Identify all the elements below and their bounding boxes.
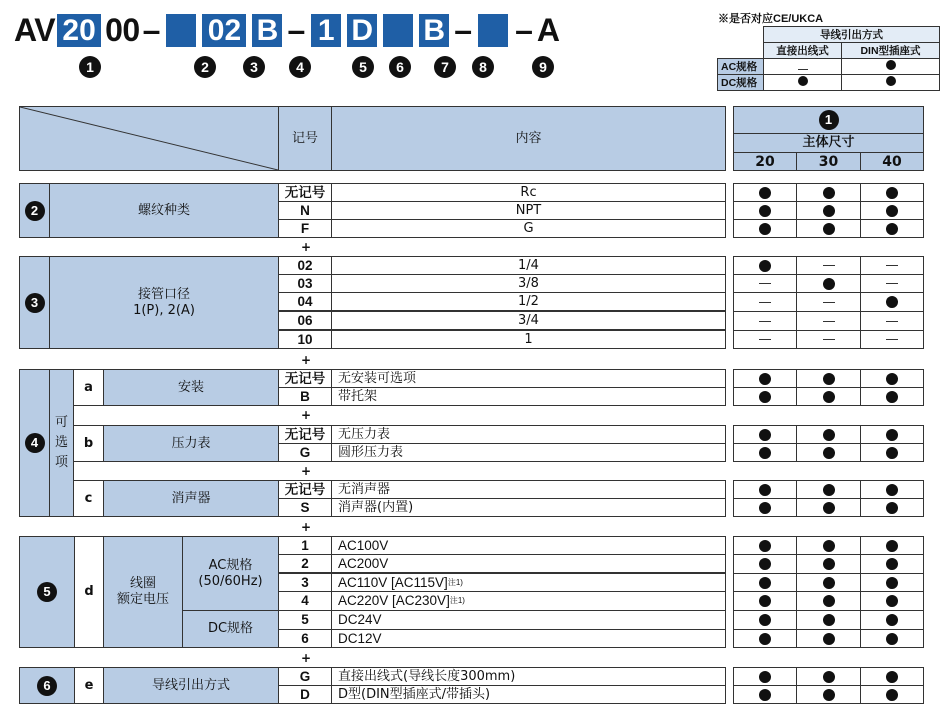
- sec6-num-cell: [19, 667, 75, 704]
- available-dot-icon: [886, 614, 898, 626]
- available-dot-icon: [759, 540, 771, 552]
- available-dot-icon: [823, 671, 835, 683]
- marker-5: 5: [352, 56, 374, 78]
- sec5-mark-cell: [860, 573, 924, 592]
- sec4c-content-0: 无消声器: [331, 480, 726, 499]
- marker-6: 6: [389, 56, 411, 78]
- plus-sign: +: [300, 520, 312, 534]
- sec4a-mark-cell: [733, 369, 797, 388]
- available-dot-icon: [823, 391, 835, 403]
- sec5-content-5: DC12V: [331, 629, 726, 648]
- code-size-box: 20: [57, 14, 101, 47]
- sec3-mark-cell: [796, 292, 861, 312]
- sec4b-title: 压力表: [103, 425, 279, 462]
- sec4b-mark-cell: [796, 425, 861, 444]
- sec4a-code-1: B: [278, 387, 332, 406]
- header-size-num-cell: [733, 106, 924, 134]
- sec4c-content-1: 消声器(内置): [331, 498, 726, 517]
- sec2-mark-cell: [860, 183, 924, 202]
- sec5-dc-cell: DC规格: [182, 610, 279, 648]
- sec3-mark-cell: [733, 256, 797, 275]
- code-dash: –: [287, 12, 306, 48]
- sec5-mark-cell: [733, 554, 797, 574]
- sec3-title-1: 接管口径: [137, 286, 190, 302]
- sec5-ac-label: AC规格: [208, 557, 253, 573]
- available-dot-icon: [886, 429, 898, 441]
- sec3-mark-cell: [796, 311, 861, 331]
- available-dot-icon: [823, 447, 835, 459]
- available-dot-icon: [886, 373, 898, 385]
- model-code: [14, 12, 559, 48]
- ce-row-dc: DC规格: [718, 75, 764, 91]
- sec3-num-cell: [19, 256, 50, 349]
- unavailable-dash-icon: [823, 339, 835, 340]
- available-dot-icon: [759, 671, 771, 683]
- sec5-content-3-cell: AC220V [AC230V] 注1): [331, 591, 726, 611]
- available-dot-icon: [759, 484, 771, 496]
- sec4c-code-0: 无记号: [278, 480, 332, 499]
- available-dot-icon: [886, 671, 898, 683]
- sec4b-mark-cell: [733, 425, 797, 444]
- sec3-code-1: 03: [278, 274, 332, 293]
- sec6-letter: e: [74, 667, 104, 704]
- sec4b-mark-cell: [796, 443, 861, 462]
- sec4a-mark-cell: [796, 369, 861, 388]
- available-dot-icon: [823, 187, 835, 199]
- sec2-mark-cell: [733, 219, 797, 238]
- header-size-20: 20: [733, 152, 797, 171]
- available-dot-icon: [823, 278, 835, 290]
- available-dot-icon: [886, 577, 898, 589]
- available-dot-icon: [823, 633, 835, 645]
- sec2-mark-cell: [860, 201, 924, 220]
- sec5-mark-cell: [796, 536, 861, 555]
- available-dot-icon: [759, 447, 771, 459]
- available-dot-icon: [886, 447, 898, 459]
- sec5-mark-cell: [796, 591, 861, 611]
- sec6-code-0: G: [278, 667, 332, 686]
- sec2-mark-cell: [733, 201, 797, 220]
- available-dot-icon: [886, 540, 898, 552]
- available-dot-icon: [886, 296, 898, 308]
- sec2-content-0: Rc: [331, 183, 726, 202]
- sec4-num: 4: [25, 433, 45, 453]
- sec5-mark-cell: [796, 629, 861, 648]
- sec5-mark-cell: [860, 629, 924, 648]
- sec6-mark-cell: [733, 667, 797, 686]
- header-size-num: 1: [819, 110, 839, 130]
- sec5-ac-cell: [182, 536, 279, 611]
- sec5-num-cell: [19, 536, 75, 648]
- sec2-num-cell: [19, 183, 50, 238]
- sec5-mark-cell: [733, 629, 797, 648]
- available-dot-icon: [823, 558, 835, 570]
- unavailable-dash-icon: [886, 339, 898, 340]
- available-dot-icon: [759, 577, 771, 589]
- unavailable-dash-icon: [759, 283, 771, 284]
- sec6-mark-cell: [796, 685, 861, 704]
- sec2-num: 2: [25, 201, 45, 221]
- sec4b-code-1: G: [278, 443, 332, 462]
- code-pos7-box: [383, 14, 413, 47]
- available-dot-icon: [759, 205, 771, 217]
- code-lead-box: D: [347, 14, 377, 47]
- available-dot-icon: [759, 187, 771, 199]
- sec5-mark-cell: [860, 610, 924, 630]
- available-dot-icon: [886, 484, 898, 496]
- header-size-30: 30: [796, 152, 861, 171]
- sec5-content-2-cell: AC110V [AC115V] 注1): [331, 573, 726, 592]
- sec5-content-0: AC100V: [331, 536, 726, 555]
- available-dot-icon: [759, 429, 771, 441]
- sec3-num: 3: [25, 293, 45, 313]
- sec3-mark-cell: [796, 274, 861, 293]
- sec4-num-cell: [19, 369, 50, 517]
- sec3-content-0: 1/4: [331, 256, 726, 275]
- sec3-mark-cell: [796, 330, 861, 349]
- sec4-vlabel-2: 选: [54, 435, 68, 450]
- sec3-mark-cell: [860, 274, 924, 293]
- available-dot-icon: [823, 502, 835, 514]
- code-dash: –: [142, 12, 161, 48]
- sec3-content-1: 3/8: [331, 274, 726, 293]
- sec2-code-2: F: [278, 219, 332, 238]
- available-dot-icon: [823, 689, 835, 701]
- sec2-code-0: 无记号: [278, 183, 332, 202]
- sec6-mark-cell: [860, 685, 924, 704]
- header-body-size: 主体尺寸: [733, 133, 924, 153]
- available-dot-icon: [886, 595, 898, 607]
- available-dot-icon: [886, 223, 898, 235]
- available-dot-icon: [759, 502, 771, 514]
- ce-ac-din: [842, 59, 940, 75]
- sec5-mark-cell: [860, 554, 924, 574]
- ce-dc-din: [842, 75, 940, 91]
- sec6-num: 6: [37, 676, 57, 696]
- plus-sign: +: [300, 651, 312, 665]
- sec4b-letter: b: [73, 425, 104, 462]
- ce-row-ac: AC规格: [718, 59, 764, 75]
- available-dot-icon: [886, 502, 898, 514]
- sec5-title-1: 线圈: [129, 576, 156, 591]
- sec5-mark-cell: [733, 536, 797, 555]
- marker-4: 4: [289, 56, 311, 78]
- sec4a-mark-cell: [860, 387, 924, 406]
- sec3-code-0: 02: [278, 256, 332, 275]
- header-content: 内容: [331, 106, 726, 171]
- sec4b-mark-cell: [733, 443, 797, 462]
- available-dot-icon: [823, 540, 835, 552]
- code-pos9-box: [478, 14, 508, 47]
- sec5-content-4: DC24V: [331, 610, 726, 630]
- available-dot-icon: [823, 223, 835, 235]
- available-dot-icon: [823, 205, 835, 217]
- code-dash: –: [515, 12, 533, 48]
- sec4a-content-1: 带托架: [331, 387, 726, 406]
- sec3-code-3: 06: [278, 311, 332, 330]
- sec4-vlabel-3: 项: [54, 455, 68, 470]
- sec5-mark-cell: [733, 573, 797, 592]
- unavailable-dash-icon: [823, 265, 835, 266]
- header-diagonal-cell: [19, 106, 279, 171]
- sec5-code-0: 1: [278, 536, 332, 555]
- unavailable-dash-icon: [886, 283, 898, 284]
- sec3-title-2: 1(P), 2(A): [133, 302, 195, 318]
- sec3-mark-cell: [733, 311, 797, 331]
- sec4a-mark-cell: [860, 369, 924, 388]
- header-symbol: 记号: [278, 106, 332, 171]
- sec3-code-4: 10: [278, 330, 332, 349]
- available-dot-icon: [759, 614, 771, 626]
- sec6-mark-cell: [796, 667, 861, 686]
- diagonal-line: [20, 107, 278, 170]
- sec3-content-3: 3/4: [331, 311, 726, 330]
- sec4b-mark-cell: [860, 443, 924, 462]
- available-dot-icon: [886, 391, 898, 403]
- sec2-mark-cell: [796, 201, 861, 220]
- sec4b-code-0: 无记号: [278, 425, 332, 444]
- unavailable-dash-icon: [759, 321, 771, 322]
- sec5-mark-cell: [733, 610, 797, 630]
- available-dot-icon: [886, 187, 898, 199]
- sec3-mark-cell: [733, 292, 797, 312]
- sec6-mark-cell: [733, 685, 797, 704]
- available-dot-icon: [759, 558, 771, 570]
- available-dot-icon: [823, 373, 835, 385]
- available-dot-icon: [759, 260, 771, 272]
- available-dot-icon: [759, 391, 771, 403]
- sec4c-title: 消声器: [103, 480, 279, 517]
- sec6-title: 导线引出方式: [103, 667, 279, 704]
- available-dot-icon: [823, 484, 835, 496]
- sec5-mark-cell: [796, 573, 861, 592]
- sec5-title-cell: [103, 536, 183, 648]
- sec3-mark-cell: [733, 274, 797, 293]
- code-suffix: A: [536, 12, 560, 48]
- sec5-code-3: 4: [278, 591, 332, 611]
- sec6-mark-cell: [860, 667, 924, 686]
- marker-9: 9: [532, 56, 554, 78]
- marker-3: 3: [243, 56, 265, 78]
- unavailable-dash-icon: [886, 321, 898, 322]
- sec4c-mark-cell: [860, 480, 924, 499]
- sec4a-mark-cell: [796, 387, 861, 406]
- sec4c-letter: c: [73, 480, 104, 517]
- sec4a-content-0: 无安装可选项: [331, 369, 726, 388]
- available-dot-icon: [823, 595, 835, 607]
- code-mid: 00: [105, 12, 140, 48]
- sec5-code-2: 3: [278, 573, 332, 592]
- sec4c-mark-cell: [733, 498, 797, 517]
- ce-note: ※是否对应CE/UKCA: [718, 13, 824, 25]
- sec6-content-0: 直接出线式(导线长度300mm): [331, 667, 726, 686]
- sec3-title-cell: [49, 256, 279, 349]
- sec2-mark-cell: [860, 219, 924, 238]
- sec5-code-1: 2: [278, 554, 332, 573]
- sec2-mark-cell: [733, 183, 797, 202]
- sec5-title-2: 额定电压: [116, 592, 169, 607]
- marker-8: 8: [472, 56, 494, 78]
- sec5-ac-freq: (50/60Hz): [198, 573, 263, 589]
- sec4c-code-1: S: [278, 498, 332, 517]
- sec5-mark-cell: [733, 591, 797, 611]
- sec5-content-2: AC110V [AC115V]: [338, 574, 448, 590]
- code-thread-box: [166, 14, 196, 47]
- sec4c-mark-cell: [796, 480, 861, 499]
- available-dot-icon: [759, 689, 771, 701]
- sec4b-mark-cell: [860, 425, 924, 444]
- sec3-mark-cell: [860, 330, 924, 349]
- marker-7: 7: [434, 56, 456, 78]
- sec4a-mark-cell: [733, 387, 797, 406]
- sec3-content-2: 1/2: [331, 292, 726, 311]
- sec5-content-3: AC220V [AC230V]: [338, 593, 450, 608]
- sec3-mark-cell: [860, 292, 924, 312]
- sec5-mark-cell: [796, 610, 861, 630]
- sec2-mark-cell: [796, 183, 861, 202]
- ce-col-direct: 直接出线式: [764, 43, 842, 59]
- sec5-mark-cell: [860, 536, 924, 555]
- sec2-mark-cell: [796, 219, 861, 238]
- unavailable-dash-icon: [823, 321, 835, 322]
- sec3-mark-cell: [733, 330, 797, 349]
- code-voltage-box: 1: [311, 14, 341, 47]
- code-option-box: B: [252, 14, 282, 47]
- code-dash: –: [454, 12, 473, 48]
- available-dot-icon: [886, 558, 898, 570]
- available-dot-icon: [759, 595, 771, 607]
- sec4b-content-0: 无压力表: [331, 425, 726, 444]
- sec3-mark-cell: [796, 256, 861, 275]
- sec4b-content-1: 圆形压力表: [331, 443, 726, 462]
- plus-sign: +: [300, 353, 312, 367]
- available-dot-icon: [823, 429, 835, 441]
- sec6-code-1: D: [278, 685, 332, 704]
- sec5-code-4: 5: [278, 610, 332, 630]
- sec4-vlabel-1: 可: [54, 415, 68, 430]
- unavailable-dash-icon: [759, 339, 771, 340]
- unavailable-dash-icon: [823, 302, 835, 303]
- marker-1: 1: [79, 56, 101, 78]
- available-dot-icon: [886, 205, 898, 217]
- available-dot-icon: [759, 373, 771, 385]
- available-dot-icon: [886, 689, 898, 701]
- available-dot-icon: [759, 223, 771, 235]
- sec4-vlabel-cell: [49, 369, 74, 517]
- sec5-num: 5: [37, 582, 57, 602]
- code-port-box: 02: [202, 14, 246, 47]
- code-prefix: AV: [14, 12, 56, 48]
- code-pos8-box: B: [419, 14, 449, 47]
- available-dot-icon: [759, 633, 771, 645]
- sec4a-code-0: 无记号: [278, 369, 332, 388]
- available-dot-icon: [823, 614, 835, 626]
- sec2-content-2: G: [331, 219, 726, 238]
- ce-ac-direct: [764, 59, 842, 75]
- sec2-content-1: NPT: [331, 201, 726, 220]
- unavailable-dash-icon: [759, 302, 771, 303]
- sec5-mark-cell: [860, 591, 924, 611]
- ce-col-din: DIN型插座式: [842, 43, 940, 59]
- available-dot-icon: [886, 633, 898, 645]
- sec4c-mark-cell: [796, 498, 861, 517]
- plus-sign: +: [300, 240, 312, 254]
- sec3-code-2: 04: [278, 292, 332, 311]
- sec5-content-1: AC200V: [331, 554, 726, 573]
- sec2-title: 螺纹种类: [49, 183, 279, 238]
- unavailable-dash-icon: [886, 265, 898, 266]
- ce-table: [717, 26, 940, 91]
- sec3-mark-cell: [860, 256, 924, 275]
- plus-sign: +: [300, 464, 312, 478]
- sec5-letter: d: [74, 536, 104, 648]
- sec3-mark-cell: [860, 311, 924, 331]
- sec2-code-1: N: [278, 201, 332, 220]
- sec4c-mark-cell: [860, 498, 924, 517]
- sec6-content-1: D型(DIN型插座式/带插头): [331, 685, 726, 704]
- sec4a-title: 安装: [103, 369, 279, 406]
- available-dot-icon: [823, 577, 835, 589]
- marker-2: 2: [194, 56, 216, 78]
- sec4a-letter: a: [73, 369, 104, 406]
- ce-dc-direct: [764, 75, 842, 91]
- ce-header: 导线引出方式: [764, 27, 940, 43]
- sec3-content-4: 1: [331, 330, 726, 349]
- header-size-40: 40: [860, 152, 924, 171]
- sec4c-mark-cell: [733, 480, 797, 499]
- sec5-mark-cell: [796, 554, 861, 574]
- sec5-code-5: 6: [278, 629, 332, 648]
- plus-sign: +: [300, 408, 312, 422]
